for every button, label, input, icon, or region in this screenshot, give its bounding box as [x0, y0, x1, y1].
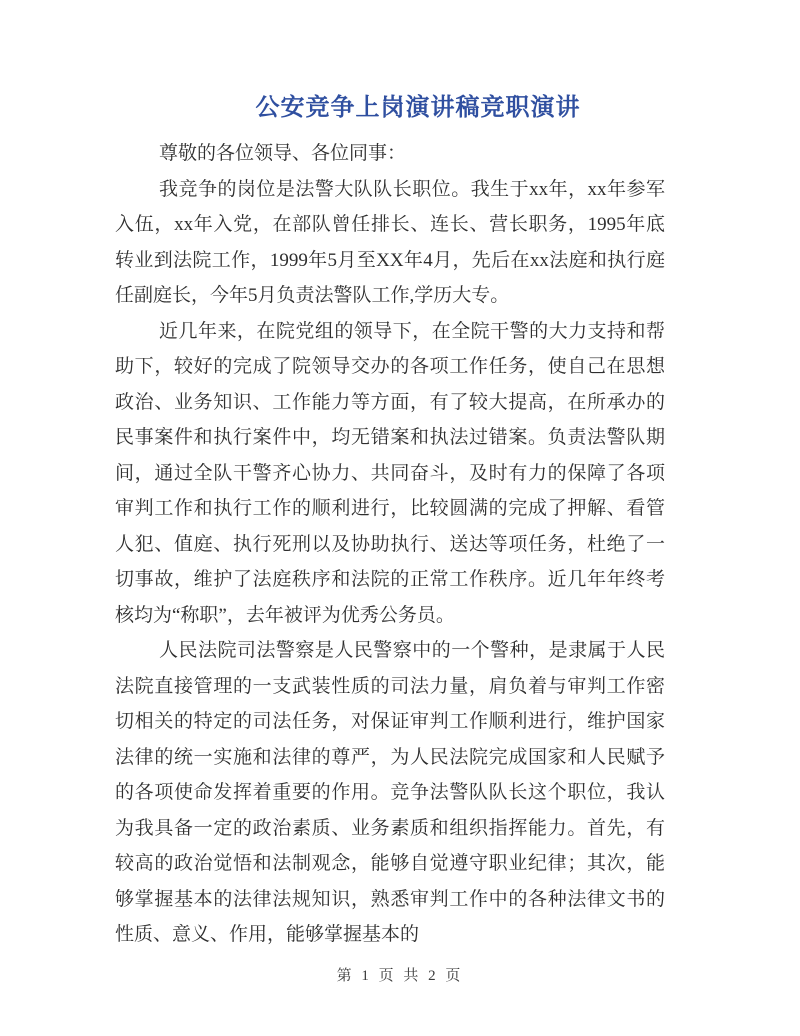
page-footer — [0, 965, 800, 987]
paragraph: 尊敬的各位领导、各位同事： — [159, 143, 407, 164]
paragraph: 人民法院司法警察是人民警察中的一个警种，是隶属于人民法院直接管理的一支武装性质的司法力量，肩负着与审判工作密切相关的特定的司法任务，对保证审判工作顺利进行，维护国家法律的统一实施和法律的尊严，为人民法院完成国家和人民赋予的各项使命发挥着重要的作用。竞争法警队队长这个职位，我认为我具备一定的政治素质、业务素质和组织指挥能力。首先，有较高的政治觉悟和法制观念，能够自觉遵守职业纪律；其次，能够掌握基本的法律法规知识，熟悉审判工作中的各种法律文书的性质、意义、作用，能够掌握基本的 — [115, 640, 665, 945]
paragraph: 我竞争的岗位是法警大队队长职位。我生于xx年，xx年参军入伍，xx年入党，在部队曾任排长、连长、营长职务，1995年底转业到法院工作，1999年5月至XX年4月，先后在xx法庭和执行庭任副庭长，今年5月负责法警队工作,学历大专。 — [115, 178, 665, 306]
document-body — [115, 136, 665, 953]
document-title: 公安竞争上岗演讲稿竞职演讲 — [255, 95, 581, 121]
page-number-indicator: 第 1 页 共 2 页 — [336, 968, 464, 984]
paragraph: 近几年来，在院党组的领导下，在全院干警的大力支持和帮助下，较好的完成了院领导交办的各项工作任务，使自己在思想政治、业务知识、工作能力等方面，有了较大提高，在所承办的民事案件和执行案件中，均无错案和执法过错案。负责法警队期间，通过全队干警齐心协力、共同奋斗，及时有力的保障了各项审判工作和执行工作的顺利进行，比较圆满的完成了押解、看管人犯、值庭、执行死刑以及协助执行、送达等项任务，杜绝了一切事故，维护了法庭秩序和法院的正常工作秩序。近几年年终考核均为“称职”，去年被评为优秀公务员。 — [115, 320, 665, 626]
